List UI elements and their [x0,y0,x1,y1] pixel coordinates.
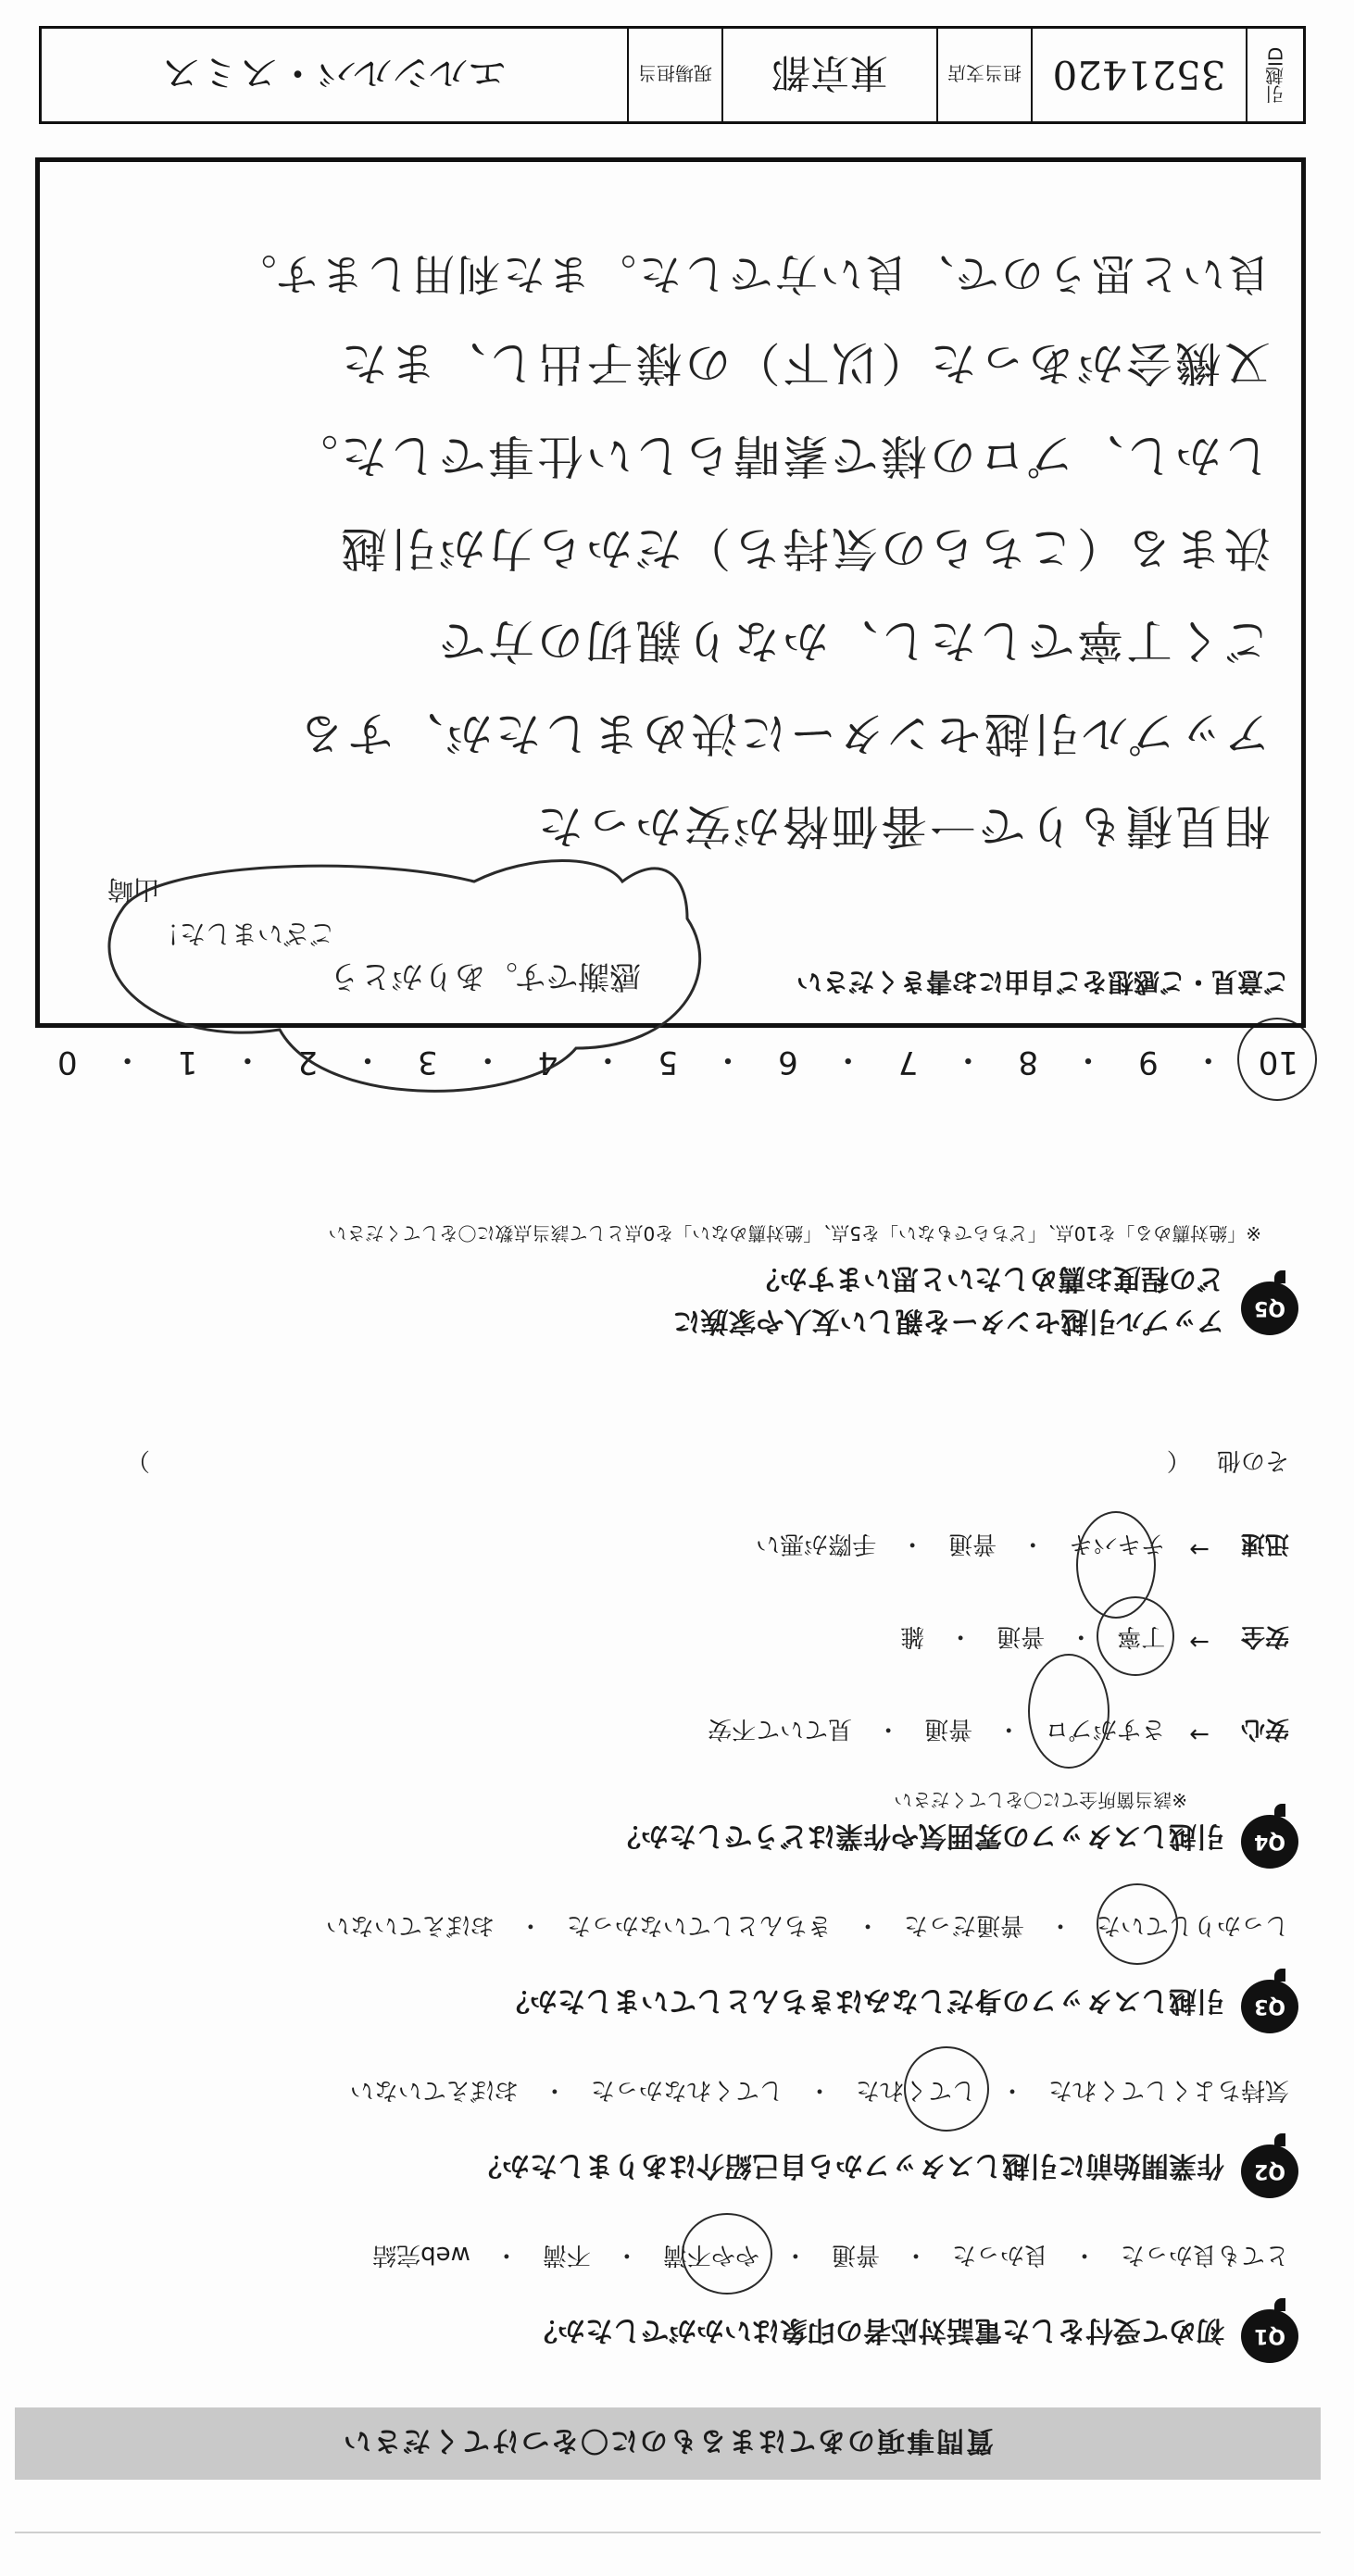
score-8[interactable]: 8 [1018,1044,1039,1082]
q4-row-3-category: 迅速 [1240,1530,1289,1557]
q3-option-1-text: しっかりしていた [1096,1911,1289,1939]
bubble-main-text: 感謝です。ありがとう [328,957,641,994]
q5-question-line-1: アップル引越センターを親しい友人や家族に [672,1305,1224,1337]
branch-value-cell [721,29,936,121]
q3-option-4[interactable]: おぼえていない [325,1911,495,1939]
q4-row-3-option-1-text: テキパキ [1069,1530,1166,1557]
q1-selection-circle [682,2213,772,2295]
move-id-value-cell [1031,29,1246,121]
score-7[interactable]: 7 [897,1044,919,1082]
score-4[interactable]: 4 [537,1044,558,1082]
q4-other-label: その他 [1216,1446,1289,1474]
comment-line-4: 決まる（こちらの気持ち）だから力が引越 [338,521,1271,575]
comment-line-6: 又機会があった（以下）の様子出し、また [338,336,1271,390]
q4-row-2-option-2[interactable]: 普通 [997,1622,1046,1650]
comment-heading: ご意見・ご感想をご自由にお書きください [796,967,1289,997]
q3-question: 引越しスタッフの身だしなみはきちんとしていましたか？ [502,1984,1224,2017]
comment-line-1: 相見積もりで一番価格が安かった [534,799,1271,853]
move-id-label-cell [1246,29,1303,121]
score-10-text: 10 [1258,1044,1298,1082]
arrow-icon: → [1189,1720,1210,1748]
branch-value: 東京都 [771,50,889,95]
q4-row-2-option-1-text: 丁寧 [1117,1622,1166,1650]
q2-label: Q2 [1254,2159,1286,2183]
comment-line-3: ごく丁寧でしたし、かなり親切の方で [436,614,1271,668]
q1-option-1[interactable]: とても良かった [1120,2241,1289,2269]
q5-question-line-2: どの程度お薦めしたいと思いますか？ [752,1262,1224,1294]
q1-options: とても良かった ・ 良かった ・ 普通 ・ やや不満 ・ 不満 ・ web完結 [372,2240,1289,2274]
branch-label: 担当支店 [947,62,1022,85]
score-5[interactable]: 5 [658,1044,679,1082]
q4-row-1-selection-circle [1028,1654,1110,1769]
q4-row-jinsoku: 迅速 → テキパキ ・ 普通 ・ 手際が悪い [756,1529,1289,1563]
move-id-label: 引越ID [1264,46,1287,104]
branch-label-cell [936,29,1031,121]
q5-label: Q5 [1254,1296,1286,1320]
q5-badge [1241,1282,1298,1335]
q4-label: Q4 [1254,1830,1286,1854]
q3-options: しっかりしていた ・ 普通だった ・ きちんとしていなかった ・ おぼえていない [326,1910,1289,1945]
score-selection-circle [1237,1019,1317,1102]
q3-option-1[interactable] [1097,1910,1289,1945]
score-6[interactable]: 6 [778,1044,798,1082]
q2-selection-circle [904,2046,989,2132]
q2-option-2[interactable] [856,2075,976,2109]
q4-row-2-category: 安全 [1240,1622,1289,1650]
q2-option-3[interactable]: してくれなかった [590,2076,784,2104]
q2-option-1[interactable]: 気持ちよくしてくれた [1047,2076,1289,2104]
top-edge-line [15,2532,1321,2533]
arrow-icon: → [1189,1628,1210,1656]
comment-line-7: 良いと思うので、良い方でした。また利用します。 [231,249,1271,299]
q3-option-3[interactable]: きちんとしていなかった [566,1911,832,1939]
staff-label-cell [627,29,721,121]
q4-row-1-option-2[interactable]: 普通 [924,1715,973,1743]
q4-row-anshin: 安心 → さすがプロ ・ 普通 ・ 見ていて不安 [708,1714,1289,1748]
instructions-banner [15,2407,1321,2480]
q1-option-6[interactable]: web完結 [372,2241,470,2269]
footer-info-table [39,26,1306,124]
arrow-icon: → [1189,1535,1210,1563]
q4-other-open: （ [1166,1446,1191,1474]
q4-row-3-option-1[interactable] [1069,1529,1165,1563]
comment-line-5: しかし、プロの様で素晴らしい仕事でした。 [289,429,1271,482]
q2-option-2-text: してくれた [855,2076,976,2104]
q2-question: 作業開始前に引越しスタッフから自己紹介はありましたか？ [474,2149,1224,2182]
q4-other-field[interactable] [85,1445,1289,1480]
q4-row-3-option-2[interactable]: 普通 [948,1530,997,1557]
q1-label: Q1 [1254,2324,1286,2348]
q4-row-2-option-1[interactable] [1117,1621,1165,1656]
q4-row-1-category: 安心 [1240,1715,1289,1743]
q1-option-2[interactable]: 良かった [951,2241,1048,2269]
q4-row-anzen: 安全 → 丁寧 ・ 普通 ・ 雑 [900,1621,1289,1656]
bubble-sub-text: ございました！ [153,919,335,949]
q4-note: ※該当箇所全てに〇をしてください [894,1789,1187,1811]
q1-badge [1241,2309,1298,2363]
score-3[interactable]: 3 [418,1044,438,1082]
staff-value-cell [42,29,627,121]
staff-label: 現場担当 [638,62,712,85]
q3-option-2[interactable]: 普通だった [903,1911,1024,1939]
recommend-scale: 10 ・ 9 ・ 8 ・ 7 ・ 6 ・ 5 ・ 4 ・ 3 ・ 2 ・ 1 ・ 0 [57,1040,1298,1085]
bubble-name-text: 山崎 [107,874,159,905]
score-2[interactable]: 2 [297,1044,318,1082]
move-id-value: 3521420 [1052,52,1226,98]
q3-selection-circle [1097,1883,1178,1965]
q1-option-4-text: やや不満 [662,2241,759,2269]
q4-row-2-option-3[interactable]: 雑 [900,1622,925,1650]
q4-row-1-option-1[interactable] [1045,1714,1165,1748]
score-9[interactable]: 9 [1138,1044,1159,1082]
q1-option-3[interactable]: 普通 [831,2241,880,2269]
q1-option-5[interactable]: 不満 [542,2241,591,2269]
q2-options: 気持ちよくしてくれた ・ してくれた ・ してくれなかった ・ おぼえていない [350,2075,1289,2109]
score-10[interactable] [1259,1044,1298,1082]
q1-question: 初めて受付をした電話対応者の印象はいかがでしたか？ [530,2314,1224,2346]
comment-line-2: アップル引越センターに決めましたが、する [295,707,1271,760]
banner-text: 質問事項のあてはまるものに〇をつけてください [342,2424,994,2457]
q5-note: ※「絶対薦める」を10点、「どちらでもない」を5点、「絶対薦めない」を0点として該当点数に〇をしてください [328,1222,1261,1244]
score-1[interactable]: 1 [177,1044,198,1082]
q4-row-1-option-1-text: さすがプロ [1045,1715,1166,1743]
q1-option-4[interactable] [663,2240,759,2274]
q4-other-close: ） [125,1446,150,1474]
q4-badge [1241,1815,1298,1869]
q3-label: Q3 [1254,1995,1286,2019]
q2-badge [1241,2145,1298,2198]
q2-option-4[interactable]: おぼえていない [349,2076,519,2104]
q4-row-3-option-3[interactable]: 手際が悪い [756,1530,877,1557]
q3-badge [1241,1980,1298,2033]
score-0[interactable]: 0 [57,1044,78,1082]
q4-row-3-selection-circle [1076,1511,1156,1619]
q4-row-1-option-3[interactable]: 見ていて不安 [708,1715,853,1743]
staff-value: エルシルバ・スミス [161,50,508,95]
q4-question: 引越しスタッフの雰囲気や作業はどうでしたか？ [613,1819,1224,1852]
